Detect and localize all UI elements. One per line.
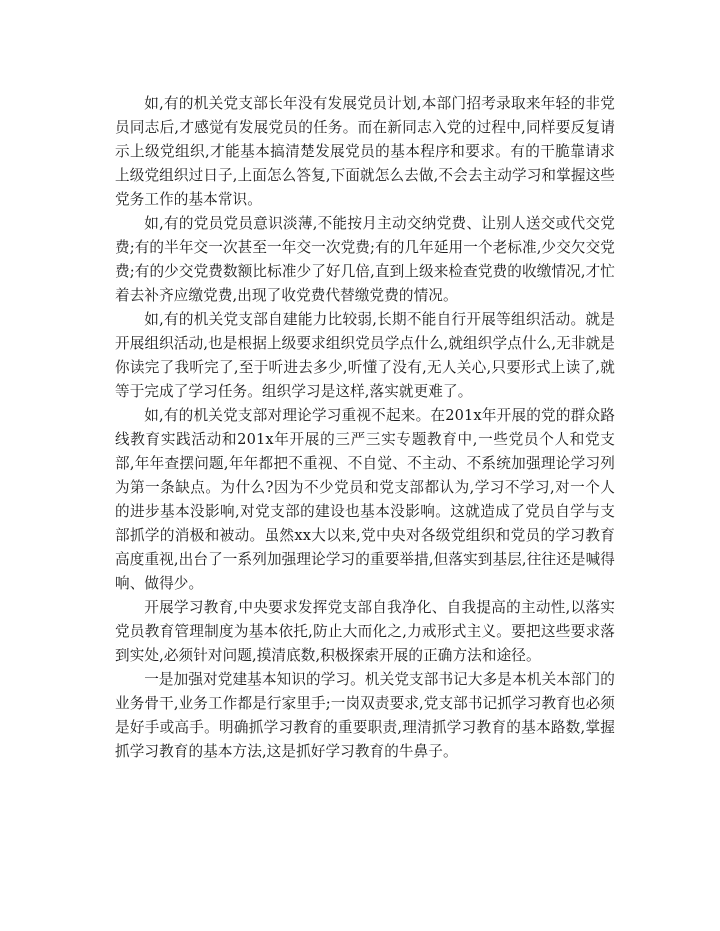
paragraph-4: 如,有的机关党支部对理论学习重视不起来。在201x年开展的党的群众路线教育实践活动和201x年开展的三严三实专题教育中,一些党员个人和党支部,年年查摆问题,年年都把不重视、不自觉、不主动、不系统加强理论学习列为第一条缺点。为什么?因为不少党员和党支部都认为,学习不学习,对一个人的进步基本没影响,对党支部的建设也基本没影响。这就造成了党员自学与支部抓学的消极和被动。虽然xx大以来,党中央对各级党组织和党员的学习教育高度重视,出台了一系列加强理论学习的重要举措,但落实到基层,往往还是喊得响、做得少。: [115, 407, 615, 592]
paragraph-2: 如,有的党员党员意识淡薄,不能按月主动交纳党费、让别人送交或代交党费;有的半年交一次甚至一年交一次党费;有的几年延用一个老标准,少交欠交党费;有的少交党费数额比标准少了好几倍,直到上级来检查党费的收缴情况,才忙着去补齐应缴党费,出现了收党费代替缴党费的情况。: [115, 215, 615, 304]
document-body: [115, 92, 615, 764]
paragraph-1: 如,有的机关党支部长年没有发展党员计划,本部门招考录取来年轻的非党员同志后,才感觉有发展党员的任务。而在新同志入党的过程中,同样要反复请示上级党组织,才能基本搞清楚发展党员的基本程序和要求。有的干脆靠请求上级党组织过日子,上面怎么答复,下面就怎么去做,不会去主动学习和掌握这些党务工作的基本常识。: [115, 95, 615, 208]
paragraph-3: 如,有的机关党支部自建能力比较弱,长期不能自行开展等组织活动。就是开展组织活动,也是根据上级要求组织党员学点什么,就组织学点什么,无非就是你读完了我听完了,至于听进去多少,听懂了没有,无人关心,只要形式上读了,就等于完成了学习任务。组织学习是这样,落实就更难了。: [115, 311, 615, 400]
paragraph-5: 开展学习教育,中央要求发挥党支部自我净化、自我提高的主动性,以落实党员教育管理制度为基本依托,防止大而化之,力戒形式主义。要把这些要求落到实处,必须针对问题,摸清底数,积极探索开展的正确方法和途径。: [115, 599, 615, 664]
paragraph-6: 一是加强对党建基本知识的学习。机关党支部书记大多是本机关本部门的业务骨干,业务工作都是行家里手;一岗双责要求,党支部书记抓学习教育也必须是好手或高手。明确抓学习教育的重要职责,理清抓学习教育的基本路数,掌握抓学习教育的基本方法,这是抓好学习教育的牛鼻子。: [115, 671, 615, 760]
